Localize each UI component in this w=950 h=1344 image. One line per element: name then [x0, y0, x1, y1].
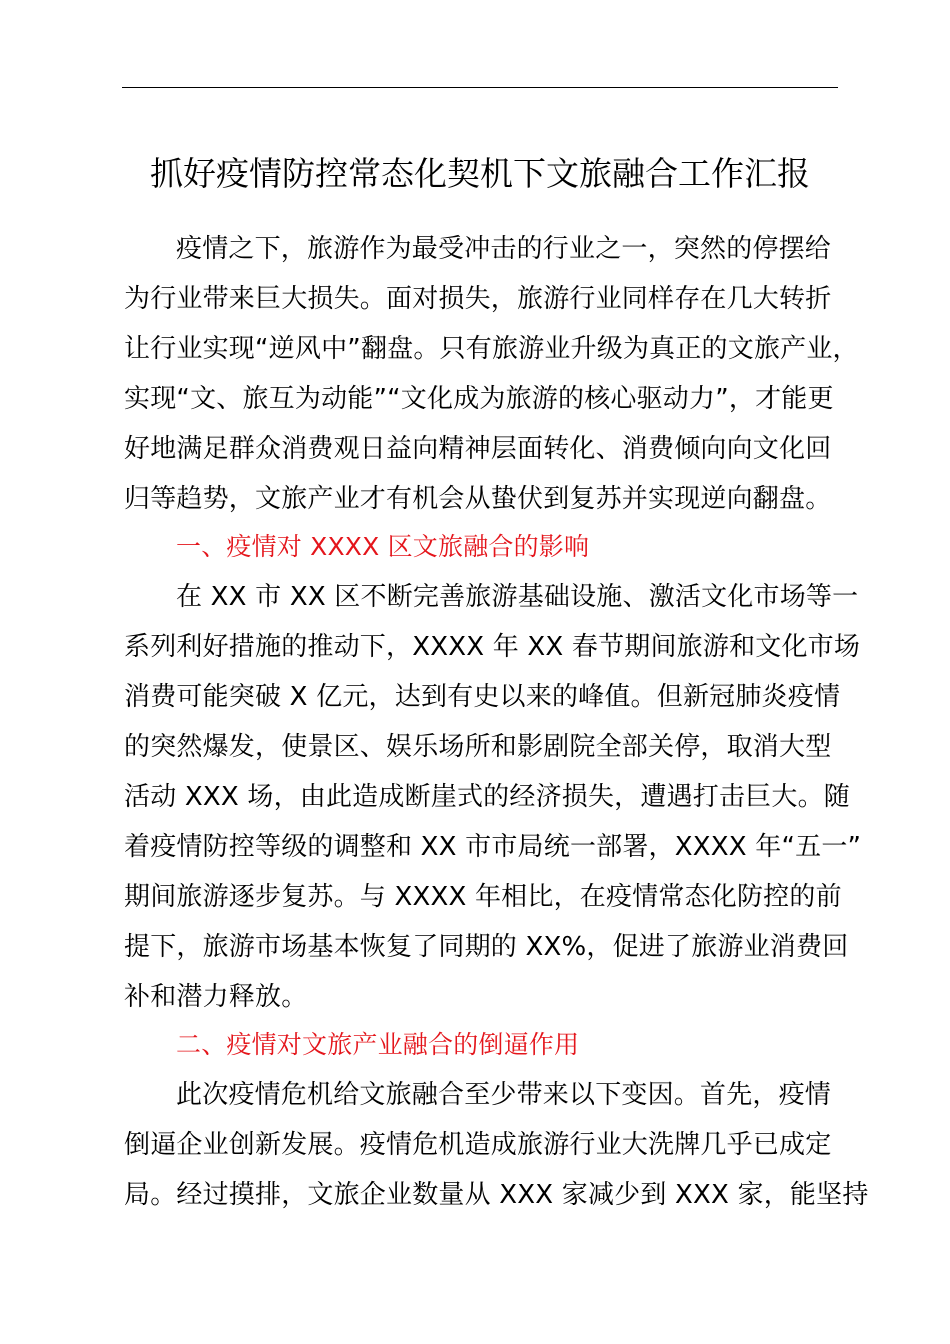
- intro-line-5: 好地满足群众消费观日益向精神层面转化、消费倾向向文化回: [124, 434, 832, 464]
- intro-line-6: 归等趋势，文旅产业才有机会从蛰伏到复苏并实现逆向翻盘。: [124, 484, 832, 514]
- section2-line-3: 局。经过摸排，文旅企业数量从 XXX 家减少到 XXX 家，能坚持: [124, 1180, 869, 1210]
- section-heading-2: 二、疫情对文旅产业融合的倒逼作用: [176, 1030, 580, 1059]
- intro-line-4: 实现“文、旅互为动能”“文化成为旅游的核心驱动力”，才能更: [124, 384, 834, 414]
- document-title: 抓好疫情防控常态化契机下文旅融合工作汇报: [150, 154, 810, 193]
- section2-line-2: 倒逼企业创新发展。疫情危机造成旅游行业大洗牌几乎已成定: [124, 1130, 832, 1160]
- section1-line-9: 补和潜力释放。: [124, 982, 308, 1012]
- section1-line-3: 消费可能突破 X 亿元，达到有史以来的峰值。但新冠肺炎疫情: [124, 682, 841, 712]
- section1-line-7: 期间旅游逐步复苏。与 XXXX 年相比，在疫情常态化防控的前: [124, 882, 842, 912]
- header-rule: [122, 87, 838, 88]
- section-heading-1: 一、疫情对 XXXX 区文旅融合的影响: [176, 532, 590, 561]
- section1-line-5: 活动 XXX 场，由此造成断崖式的经济损失，遭遇打击巨大。随: [124, 782, 850, 812]
- section1-line-4: 的突然爆发，使景区、娱乐场所和影剧院全部关停，取消大型: [124, 732, 832, 762]
- section1-line-8: 提下，旅游市场基本恢复了同期的 XX%，促进了旅游业消费回: [124, 932, 849, 962]
- intro-line-2: 为行业带来巨大损失。面对损失，旅游行业同样存在几大转折: [124, 284, 832, 314]
- intro-line-3: 让行业实现“逆风中”翻盘。只有旅游业升级为真正的文旅产业，: [124, 334, 859, 364]
- section1-line-2: 系列利好措施的推动下，XXXX 年 XX 春节期间旅游和文化市场: [124, 632, 861, 662]
- section1-line-1: 在 XX 市 XX 区不断完善旅游基础设施、激活文化市场等一: [176, 582, 859, 612]
- section2-line-1: 此次疫情危机给文旅融合至少带来以下变因。首先，疫情: [176, 1080, 832, 1110]
- intro-line-1: 疫情之下，旅游作为最受冲击的行业之一，突然的停摆给: [176, 234, 832, 264]
- section1-line-6: 着疫情防控等级的调整和 XX 市市局统一部署，XXXX 年“五一”: [124, 832, 862, 862]
